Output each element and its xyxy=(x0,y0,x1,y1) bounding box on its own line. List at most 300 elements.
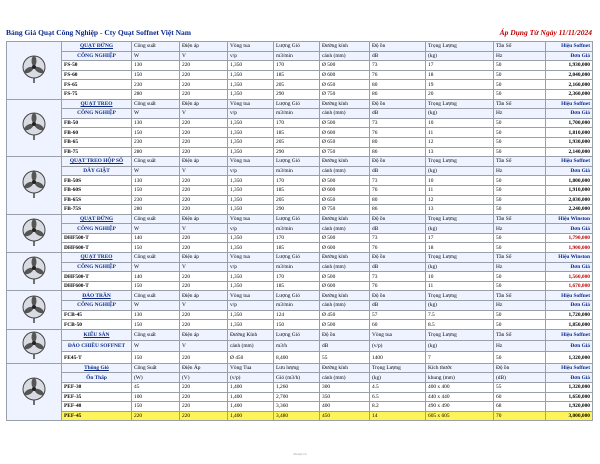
spec-cell: 220 xyxy=(180,61,228,71)
table-row xyxy=(7,392,593,402)
spec-cell: Ø 500 xyxy=(320,233,370,243)
price-cell: 1,800,000 xyxy=(546,176,593,186)
column-unit: Đơn Giá xyxy=(546,166,593,176)
spec-cell: 1,350 xyxy=(228,176,274,186)
spec-cell: 8.2 xyxy=(370,402,426,412)
fan-image-icon xyxy=(17,111,51,141)
spec-cell: 220 xyxy=(180,70,228,80)
spec-cell: 1,350 xyxy=(228,70,274,80)
column-header: Lượng Gió xyxy=(274,99,320,109)
spec-cell: 220 xyxy=(132,411,180,421)
column-unit: (V) xyxy=(180,373,228,383)
spec-cell: 1,350 xyxy=(228,128,274,138)
column-unit: Đơn Giá xyxy=(546,51,593,61)
column-header: Điện áp xyxy=(180,99,228,109)
spec-cell: 68 xyxy=(494,402,546,412)
effective-date: Áp Dụng Từ Ngày 11/11/2024 xyxy=(499,28,592,37)
column-header: Trọng Lượng xyxy=(426,99,494,109)
column-unit: V xyxy=(180,109,228,119)
spec-cell: 1,350 xyxy=(228,320,274,330)
column-header: Độ ồn xyxy=(370,42,426,52)
product-image xyxy=(7,157,62,215)
spec-cell: 73 xyxy=(370,272,426,282)
spec-cell: 100 xyxy=(132,392,180,402)
spec-cell: Ø 600 xyxy=(320,281,370,291)
column-header: Vòng tua xyxy=(370,329,426,340)
product-image xyxy=(7,214,62,252)
spec-cell: Ø 500 xyxy=(320,272,370,282)
spec-cell: 1,350 xyxy=(228,118,274,128)
model-cell: FB-60S xyxy=(62,185,132,195)
spec-cell: 1,350 xyxy=(228,137,274,147)
price-cell: 1,320,000 xyxy=(546,352,593,363)
group-subtitle: CÔNG NGHIỆP xyxy=(62,109,132,119)
spec-cell: 7.5 xyxy=(426,310,494,320)
fan-image-icon xyxy=(17,255,51,285)
spec-cell: 350 xyxy=(320,392,370,402)
spec-cell: 19 xyxy=(426,80,494,90)
spec-cell: 50 xyxy=(494,80,546,90)
column-header: Lượng Gió xyxy=(274,214,320,224)
spec-cell: Ø 650 xyxy=(320,137,370,147)
column-unit: Hz xyxy=(494,109,546,119)
spec-cell: 1,350 xyxy=(228,281,274,291)
price-cell: 2,160,000 xyxy=(546,80,593,90)
price-cell: 1,930,000 xyxy=(546,61,593,71)
document-title: Bảng Giá Quạt Công Nghiệp - Cty Quạt Soffnet Việt Nam xyxy=(6,28,192,37)
column-header: Công suất xyxy=(132,291,180,301)
column-unit: Hz xyxy=(494,341,546,352)
spec-cell: 80 xyxy=(370,80,426,90)
table-row xyxy=(7,80,593,90)
column-header: Trọng Lượng xyxy=(426,329,494,340)
spec-cell: 86 xyxy=(370,89,426,99)
price-cell: 1,810,000 xyxy=(546,128,593,138)
spec-cell: 150 xyxy=(132,352,180,363)
model-cell: DHF500-T xyxy=(62,272,132,282)
table-row xyxy=(7,147,593,157)
price-cell: 2,140,000 xyxy=(546,147,593,157)
column-header: Hiệu Soffnet xyxy=(546,157,593,167)
spec-cell: 55 xyxy=(320,352,370,363)
column-header: Công suất xyxy=(132,42,180,52)
column-unit: Hz xyxy=(494,262,546,272)
group-subheader-row xyxy=(7,262,593,272)
column-unit: m3/min xyxy=(274,109,320,119)
column-header: Tần Số xyxy=(494,214,546,224)
column-header: Hiệu Soffnet xyxy=(546,363,593,373)
group-subtitle: CÔNG NGHIỆP xyxy=(62,224,132,234)
column-header: Đường kính xyxy=(320,214,370,224)
group-subheader-row xyxy=(7,301,593,311)
model-cell: PEF-45 xyxy=(62,411,132,421)
column-unit: dB xyxy=(370,51,426,61)
spec-cell: Ø 750 xyxy=(320,147,370,157)
spec-cell: 220 xyxy=(180,205,228,215)
spec-cell: 130 xyxy=(132,118,180,128)
model-cell: FB-50 xyxy=(62,118,132,128)
column-unit: v/p xyxy=(228,51,274,61)
spec-cell: 1,350 xyxy=(228,61,274,71)
group-header-row xyxy=(7,329,593,340)
spec-cell: 8,400 xyxy=(274,352,320,363)
column-unit: (W) xyxy=(132,373,180,383)
column-header: Công suất xyxy=(132,99,180,109)
column-unit: V xyxy=(180,51,228,61)
column-unit: Đơn Giá xyxy=(546,224,593,234)
spec-cell: 10 xyxy=(426,176,494,186)
spec-cell: 11 xyxy=(426,128,494,138)
spec-cell: 13 xyxy=(426,205,494,215)
spec-cell: 10 xyxy=(426,118,494,128)
column-header: Hiệu Soffnet xyxy=(546,291,593,301)
spec-cell: 150 xyxy=(132,281,180,291)
spec-cell: 45 xyxy=(132,383,180,393)
table-row xyxy=(7,89,593,99)
spec-cell: Ø 500 xyxy=(320,176,370,186)
column-unit: dB xyxy=(320,341,370,352)
group-subtitle: ĐẢO CHIỀU SOFFNET xyxy=(62,341,132,352)
spec-cell: 76 xyxy=(370,243,426,253)
column-unit: dB xyxy=(370,224,426,234)
column-unit: v/p xyxy=(228,262,274,272)
column-header: Tần Số xyxy=(494,291,546,301)
column-header: Điện Áp xyxy=(180,363,228,373)
column-header: Đường Kính xyxy=(228,329,274,340)
column-unit: V xyxy=(180,224,228,234)
column-unit: cánh (mm) xyxy=(320,301,370,311)
column-unit: Hz xyxy=(494,224,546,234)
column-header: Đường kính xyxy=(320,363,370,373)
spec-cell: 50 xyxy=(494,320,546,330)
price-cell: 1,910,000 xyxy=(546,185,593,195)
column-header: Hiệu Soffnet xyxy=(546,329,593,340)
footer-watermark: dienqi.vn xyxy=(293,452,307,456)
column-unit: V xyxy=(180,341,228,352)
column-header: Đường kính xyxy=(320,157,370,167)
column-header: Độ ồn xyxy=(370,291,426,301)
column-unit: V xyxy=(180,166,228,176)
column-header: Trọng Lượng xyxy=(426,157,494,167)
spec-cell: 290 xyxy=(274,205,320,215)
spec-cell: 3,360 xyxy=(274,402,320,412)
model-cell: FS-75 xyxy=(62,89,132,99)
spec-cell: 150 xyxy=(132,243,180,253)
group-subtitle: Ốn Thấp xyxy=(62,373,132,383)
spec-cell: 10 xyxy=(426,272,494,282)
column-unit: dB xyxy=(370,262,426,272)
model-cell: FS-60 xyxy=(62,70,132,80)
column-header: Điện áp xyxy=(180,253,228,263)
spec-cell: 1,350 xyxy=(228,310,274,320)
spec-cell: 170 xyxy=(274,176,320,186)
spec-cell: 205 xyxy=(274,137,320,147)
group-name: KIỂU SÀN xyxy=(62,329,132,340)
spec-cell: 80 xyxy=(370,137,426,147)
spec-cell: 1,350 xyxy=(228,195,274,205)
column-header: Trọng Lượng xyxy=(426,42,494,52)
group-subheader-row xyxy=(7,109,593,119)
spec-cell: 13 xyxy=(426,147,494,157)
group-name: QUẠT TREO HỘP SỐ xyxy=(62,157,132,167)
price-cell: 1,670,000 xyxy=(546,281,593,291)
column-unit: W xyxy=(132,166,180,176)
table-row xyxy=(7,411,593,421)
spec-cell: Ø 500 xyxy=(320,320,370,330)
column-unit: v/p xyxy=(228,224,274,234)
spec-cell: 220 xyxy=(180,243,228,253)
spec-cell: 290 xyxy=(274,147,320,157)
column-unit: Gió (m3/h) xyxy=(274,373,320,383)
column-header: Hiệu Winston xyxy=(546,214,593,224)
spec-cell: Ø 450 xyxy=(228,352,274,363)
spec-cell: 73 xyxy=(370,233,426,243)
spec-cell: 20 xyxy=(426,89,494,99)
spec-cell: 220 xyxy=(180,320,228,330)
spec-cell: 12 xyxy=(426,137,494,147)
group-name: QUẠT ĐỨNG xyxy=(62,42,132,52)
spec-cell: 400 x 400 xyxy=(426,383,494,393)
column-header: Kích thước xyxy=(426,363,494,373)
model-cell: FCB-45 xyxy=(62,310,132,320)
column-unit: v/p xyxy=(228,301,274,311)
spec-cell: 170 xyxy=(274,118,320,128)
fan-image-icon xyxy=(17,330,51,360)
column-header: Độ ồn xyxy=(370,99,426,109)
spec-cell: 280 xyxy=(132,89,180,99)
column-header: Tần Số xyxy=(494,253,546,263)
column-header: Tần Số xyxy=(494,99,546,109)
column-header: Vòng Tua xyxy=(228,363,274,373)
spec-cell: 73 xyxy=(370,176,426,186)
spec-cell: 76 xyxy=(370,281,426,291)
spec-cell: 130 xyxy=(132,176,180,186)
group-header-row xyxy=(7,42,593,52)
price-table xyxy=(6,41,593,421)
model-cell: DHF600-T xyxy=(62,281,132,291)
group-header-row xyxy=(7,157,593,167)
model-cell: PEF-40 xyxy=(62,402,132,412)
group-name: ĐẢO TRẦN xyxy=(62,291,132,301)
spec-cell: 70 xyxy=(494,411,546,421)
group-subtitle: CÔNG NGHIỆP xyxy=(62,51,132,61)
spec-cell: Ø 450 xyxy=(320,310,370,320)
group-header-row xyxy=(7,99,593,109)
column-unit: dB xyxy=(370,166,426,176)
product-image xyxy=(7,363,62,421)
table-row xyxy=(7,402,593,412)
spec-cell: 1,350 xyxy=(228,233,274,243)
spec-cell: 140 xyxy=(132,233,180,243)
spec-cell: 17 xyxy=(426,233,494,243)
model-cell: FB-50S xyxy=(62,176,132,186)
spec-cell: 130 xyxy=(132,61,180,71)
group-subheader-row xyxy=(7,341,593,352)
column-header: Trọng Lượng xyxy=(426,291,494,301)
model-cell: PEF-35 xyxy=(62,392,132,402)
spec-cell: 50 xyxy=(494,185,546,195)
spec-cell: 130 xyxy=(132,310,180,320)
column-unit: cánh (mm) xyxy=(320,109,370,119)
column-header: Độ ồn xyxy=(370,157,426,167)
table-row xyxy=(7,195,593,205)
spec-cell: 50 xyxy=(494,70,546,80)
table-row xyxy=(7,205,593,215)
column-unit: W xyxy=(132,224,180,234)
column-header: Công suất xyxy=(132,214,180,224)
spec-cell: 280 xyxy=(132,205,180,215)
group-header-row xyxy=(7,291,593,301)
column-unit: v/p xyxy=(228,166,274,176)
column-unit: W xyxy=(132,301,180,311)
model-cell: FB-75 xyxy=(62,147,132,157)
spec-cell: 50 xyxy=(494,272,546,282)
column-header: Đường kính xyxy=(320,253,370,263)
spec-cell: 17 xyxy=(426,61,494,71)
spec-cell: 1,350 xyxy=(228,80,274,90)
column-header: Lưu lượng xyxy=(274,363,320,373)
column-header: Độ ồn xyxy=(320,329,370,340)
spec-cell: 150 xyxy=(132,185,180,195)
table-row xyxy=(7,310,593,320)
column-unit: Hz xyxy=(494,51,546,61)
spec-cell: 170 xyxy=(274,272,320,282)
column-unit: dB xyxy=(370,109,426,119)
spec-cell: 76 xyxy=(370,70,426,80)
group-header-row xyxy=(7,214,593,224)
column-header: Tần Số xyxy=(494,42,546,52)
spec-cell: 124 xyxy=(274,310,320,320)
group-name: Thông Gió xyxy=(62,363,132,373)
spec-cell: 1,350 xyxy=(228,89,274,99)
group-subheader-row xyxy=(7,373,593,383)
column-header: Lượng Gió xyxy=(274,253,320,263)
spec-cell: Ø 600 xyxy=(320,243,370,253)
spec-cell: 60 xyxy=(494,392,546,402)
column-header: Trọng Lượng xyxy=(426,253,494,263)
spec-cell: Ø 650 xyxy=(320,195,370,205)
table-row xyxy=(7,176,593,186)
spec-cell: 55 xyxy=(494,383,546,393)
spec-cell: 50 xyxy=(494,118,546,128)
spec-cell: 450 xyxy=(320,411,370,421)
spec-cell: 220 xyxy=(180,281,228,291)
spec-cell: 6.5 xyxy=(370,392,426,402)
spec-cell: 50 xyxy=(494,352,546,363)
column-header: Công suất xyxy=(132,253,180,263)
spec-cell: 1,350 xyxy=(228,243,274,253)
spec-cell: 220 xyxy=(180,137,228,147)
price-cell: 1,850,000 xyxy=(546,320,593,330)
spec-cell: 50 xyxy=(494,176,546,186)
spec-cell: Ø 750 xyxy=(320,89,370,99)
column-header: Công Suất xyxy=(132,363,180,373)
spec-cell: 220 xyxy=(180,411,228,421)
column-unit: m3/min xyxy=(274,301,320,311)
fan-image-icon xyxy=(17,294,51,324)
spec-cell: 1,350 xyxy=(228,205,274,215)
table-row xyxy=(7,243,593,253)
column-header: Hiệu Soffnet xyxy=(546,99,593,109)
table-row xyxy=(7,137,593,147)
spec-cell: 76 xyxy=(370,185,426,195)
column-unit: (kg) xyxy=(426,224,494,234)
spec-cell: 185 xyxy=(274,281,320,291)
spec-cell: 205 xyxy=(274,195,320,205)
spec-cell: 1,260 xyxy=(274,383,320,393)
price-cell: 1,920,000 xyxy=(546,402,593,412)
page-header xyxy=(6,28,592,40)
spec-cell: 280 xyxy=(132,147,180,157)
model-cell: FB-65S xyxy=(62,195,132,205)
spec-cell: 12 xyxy=(426,195,494,205)
spec-cell: 220 xyxy=(180,147,228,157)
column-unit: dB xyxy=(370,301,426,311)
spec-cell: 86 xyxy=(370,147,426,157)
group-subheader-row xyxy=(7,51,593,61)
spec-cell: 4.5 xyxy=(370,383,426,393)
table-row xyxy=(7,272,593,282)
model-cell: FS-50 xyxy=(62,61,132,71)
column-header: Vòng tua xyxy=(228,99,274,109)
spec-cell: Ø 600 xyxy=(320,185,370,195)
model-cell: DHF500-T xyxy=(62,233,132,243)
spec-cell: 185 xyxy=(274,70,320,80)
group-subtitle: DÂY GIẬT xyxy=(62,166,132,176)
column-unit: Đơn Giá xyxy=(546,301,593,311)
spec-cell: Ø 600 xyxy=(320,128,370,138)
spec-cell: 185 xyxy=(274,128,320,138)
column-unit: (kg) xyxy=(426,262,494,272)
column-header: Điện áp xyxy=(180,42,228,52)
spec-cell: 220 xyxy=(180,185,228,195)
table-row xyxy=(7,233,593,243)
column-header: Công suất xyxy=(132,329,180,340)
spec-cell: 1,400 xyxy=(228,402,274,412)
product-image xyxy=(7,253,62,291)
column-unit: m3/min xyxy=(274,224,320,234)
product-image xyxy=(7,329,62,363)
price-cell: 1,650,000 xyxy=(546,392,593,402)
model-cell: FCB-50 xyxy=(62,320,132,330)
group-name: QUẠT TREO xyxy=(62,99,132,109)
price-cell: 1,790,000 xyxy=(546,233,593,243)
column-header: Độ ồn xyxy=(370,253,426,263)
column-unit: Hz xyxy=(494,166,546,176)
spec-cell: Ø 500 xyxy=(320,61,370,71)
spec-cell: 73 xyxy=(370,118,426,128)
spec-cell: 50 xyxy=(494,281,546,291)
column-header: Tần Số xyxy=(494,329,546,340)
group-subtitle: CÔNG NGHIỆP xyxy=(62,262,132,272)
column-unit: cánh (mm) xyxy=(320,166,370,176)
price-cell: 2,360,000 xyxy=(546,89,593,99)
spec-cell: 50 xyxy=(494,233,546,243)
column-unit: (kg) xyxy=(426,51,494,61)
table-row xyxy=(7,118,593,128)
column-unit: W xyxy=(132,109,180,119)
column-header: Vòng tua xyxy=(228,291,274,301)
table-row xyxy=(7,383,593,393)
spec-cell: 1,400 xyxy=(228,411,274,421)
spec-cell: 205 xyxy=(274,80,320,90)
column-unit: (kg) xyxy=(426,166,494,176)
column-unit: (kg) xyxy=(426,341,494,352)
column-unit: W xyxy=(132,51,180,61)
group-name: QUẠT ĐỨNG xyxy=(62,214,132,224)
spec-cell: 220 xyxy=(180,352,228,363)
column-header: Lượng Gió xyxy=(274,157,320,167)
